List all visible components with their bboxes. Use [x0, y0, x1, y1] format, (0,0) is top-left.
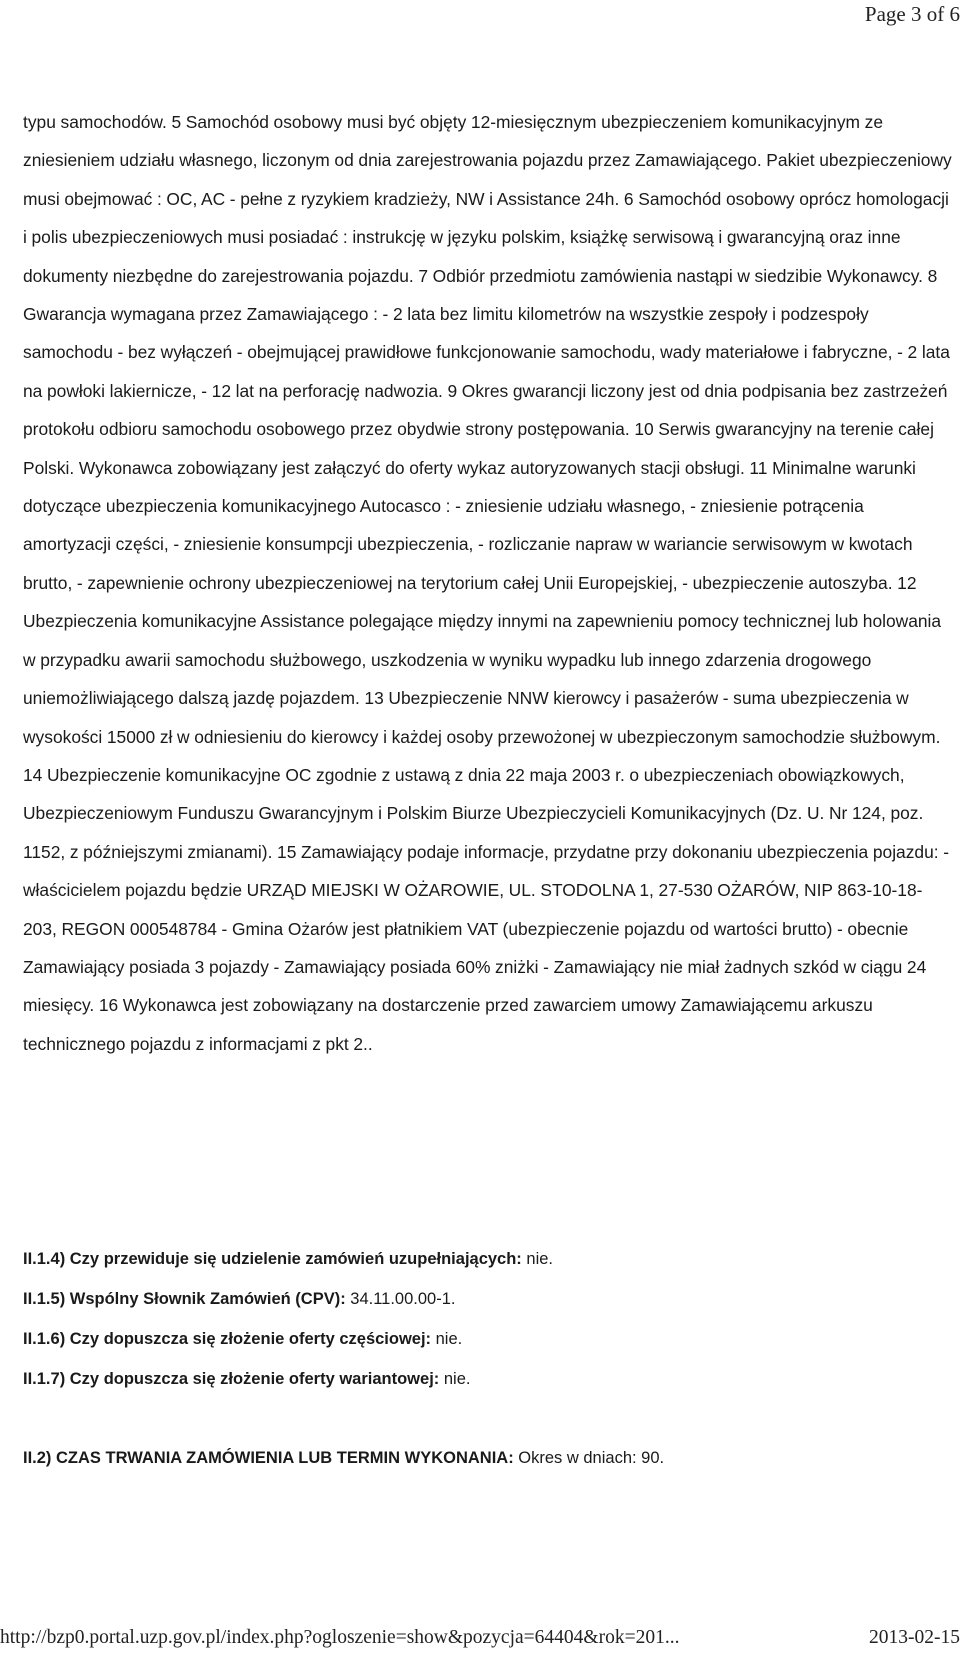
field-label: II.1.6) Czy dopuszcza się złożenie oferty częściowej:	[23, 1330, 432, 1348]
field-value: nie.	[439, 1370, 471, 1388]
body-paragraph: typu samochodów. 5 Samochód osobowy musi być objęty 12-miesięcznym ubezpieczeniem komunikacyjnym ze zniesieniem udziału własnego, liczonym od dnia zarejestrowania pojazdu przez Zamawiającego. Pakiet ubezpieczeniowy musi obejmować : OC, AC - pełne z ryzykiem kradzieży, NW i Assistance 24h. 6 Samochód osobowy oprócz homologacji i polis ubezpieczeniowych musi posiadać : instrukcję w języku polskim, książkę serwisową i gwarancyjną oraz inne dokumenty niezbędne do zarejestrowania pojazdu. 7 Odbiór przedmiotu zamówienia nastąpi w siedzibie Wykonawcy. 8 Gwarancja wymagana przez Zamawiającego : - 2 lata bez limitu kilometrów na wszystkie zespoły i podzespoły samochodu - bez wyłączeń - obejmującej prawidłowe funkcjonowanie samochodu, wady materiałowe i fabryczne, - 2 lata na powłoki lakiernicze, - 12 lat na perforację nadwozia. 9 Okres gwarancji liczony jest od dnia podpisania bez zastrzeżeń protokołu odbioru samochodu osobowego przez obydwie strony postępowania. 10 Serwis gwarancyjny na terenie całej Polski. Wykonawca zobowiązany jest załączyć do oferty wykaz autoryzowanych stacji obsługi. 11 Minimalne warunki dotyczące ubezpieczenia komunikacyjnego Autocasco : - zniesienie udziału własnego, - zniesienie potrącenia amortyzacji części, - zniesienie konsumpcji ubezpieczenia, - rozliczanie napraw w wariancie serwisowym w kwotach brutto, - zapewnienie ochrony ubezpieczeniowej na terytorium całej Unii Europejskiej, - ubezpieczenie autoszyba. 12 Ubezpieczenia komunikacyjne Assistance polegające między innymi na zapewnieniu pomocy technicznej lub holowania w przypadku awarii samochodu służbowego, uszkodzenia w wyniku wypadku lub innego zdarzenia drogowego uniemożliwiającego dalszą jazdę pojazdem. 13 Ubezpieczenie NNW kierowcy i pasażerów - suma ubezpieczenia w wysokości 15000 zł w odniesieniu do kierowcy i każdej osoby przewożonej w ubezpieczonym samochodzie służbowym. 14 Ubezpieczenie komunikacyjne OC zgodnie z ustawą z dnia 22 maja 2003 r. o ubezpieczeniach obowiązkowych, Ubezpieczeniowym Funduszu Gwarancyjnym i Polskim Biurze Ubezpieczycieli Komunikacyjnych (Dz. U. Nr 124, poz. 1152, z późniejszymi zmianami). 15 Zamawiający podaje informacje, przydatne przy dokonaniu ubezpieczenia pojazdu: - właścicielem pojazdu będzie URZĄD MIEJSKI W OŻAROWIE, UL. STODOLNA 1, 27-530 OŻARÓW, NIP 863-10-18-203, REGON 000548784 - Gmina Ożarów jest płatnikiem VAT (ubezpieczenie pojazdu od wartości brutto) - obecnie Zamawiający posiada 3 pojazdy - Zamawiający posiada 60% zniżki - Zamawiający nie miał żadnych szkód w ciągu 24 miesięcy. 16 Wykonawca jest zobowiązany na dostarczenie przed zawarciem umowy Zamawiającemu arkuszu technicznego pojazdu z informacjami z pkt 2..	[23, 112, 952, 1054]
field-cpv	[23, 1290, 455, 1309]
field-partial-offer	[23, 1330, 462, 1349]
field-label: II.1.7) Czy dopuszcza się złożenie oferty wariantowej:	[23, 1370, 440, 1388]
field-value: Okres w dniach: 90.	[513, 1449, 665, 1467]
field-label: II.1.5) Wspólny Słownik Zamówień (CPV):	[23, 1290, 346, 1308]
field-label: II.1.4) Czy przewiduje się udzielenie zamówień uzupełniających:	[23, 1250, 522, 1268]
page-number: Page 3 of 6	[864, 2, 960, 26]
footer-url: http://bzp0.portal.uzp.gov.pl/index.php?ogloszenie=show&pozycja=64404&rok=201...	[0, 1627, 680, 1648]
field-value: 34.11.00.00-1.	[345, 1290, 456, 1308]
field-value: nie.	[521, 1250, 553, 1268]
field-supplementary-orders	[23, 1250, 553, 1269]
field-label: II.2) CZAS TRWANIA ZAMÓWIENIA LUB TERMIN WYKONANIA:	[23, 1449, 514, 1467]
footer-date: 2013-02-15	[869, 1627, 960, 1648]
field-variant-offer	[23, 1370, 470, 1389]
field-duration	[23, 1449, 664, 1468]
field-value: nie.	[431, 1330, 463, 1348]
